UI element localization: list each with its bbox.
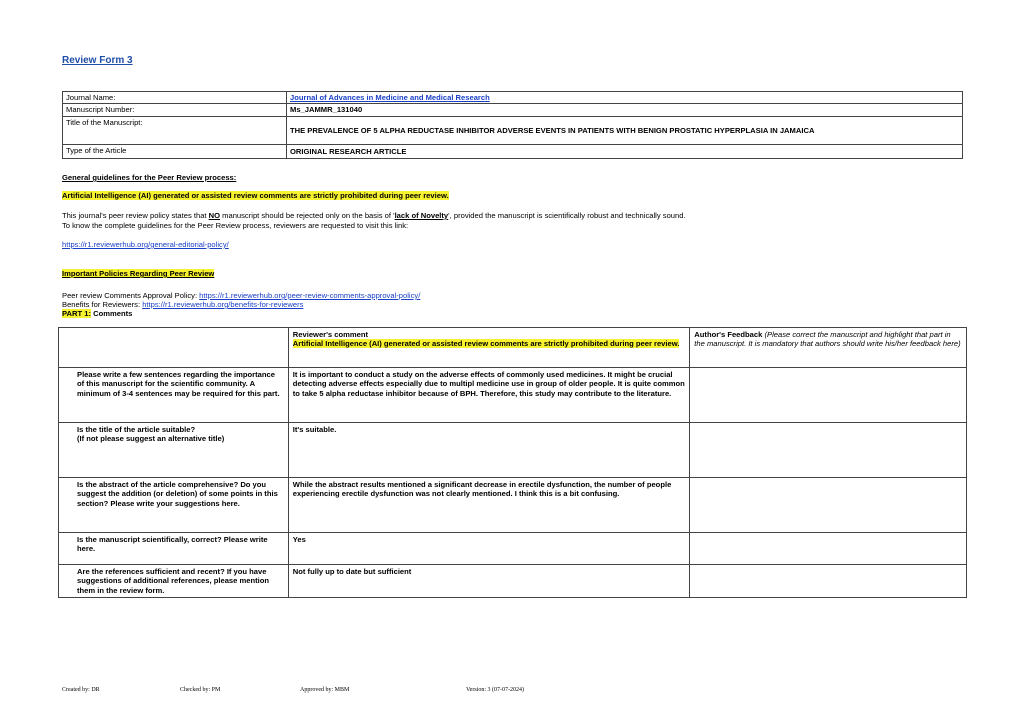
policies-heading-text: Important Policies Regarding Peer Review (62, 269, 215, 278)
header-comment-title: Reviewer's comment (292, 330, 369, 339)
comment-cell[interactable]: It is important to conduct a study on the adverse effects of commonly used medicines. It might be crucial detecting adverse effects especially due to multipl medicine use in group of older people. It is quite common to take 5 alpha reductase inhibitor because of BPH. Therefore, this study may contribute to the literature. (288, 368, 690, 423)
footer-version: Version: 3 (07-07-2024) (466, 687, 524, 693)
question-cell: Is the abstract of the article comprehensive? Do you suggest the addition (or deletion) of some points in this section? Please write your suggestions here. (59, 478, 289, 533)
policy-novelty: lack of Novelty (394, 211, 449, 220)
comment-cell[interactable]: While the abstract results mentioned a significant decrease in erectile dysfunction, the number of people experiencing erectile dysfunction was not clearly mentioned. I think this is a bit confusing. (288, 478, 690, 533)
editorial-policy-link[interactable]: https://r1.reviewerhub.org/general-editorial-policy/ (62, 240, 229, 249)
manuscript-info-table (62, 91, 963, 159)
article-type-row (63, 144, 963, 158)
part-label: PART 1: (62, 309, 91, 318)
form-title: Review Form 3 (62, 55, 133, 66)
feedback-cell[interactable] (690, 423, 967, 478)
question-cell: Please write a few sentences regarding the importance of this manuscript for the scientific community. A minimum of 3-4 sentences may be required for this part. (59, 368, 289, 423)
policy-pre: This journal's peer review policy states that (62, 211, 209, 220)
header-feedback-cell (690, 328, 967, 368)
feedback-cell[interactable] (690, 478, 967, 533)
ai-notice (62, 191, 449, 200)
article-type-value: ORIGINAL RESEARCH ARTICLE (287, 144, 963, 158)
ai-notice-text: Artificial Intelligence (AI) generated or assisted review comments are strictly prohibited during peer review. (62, 191, 449, 200)
benefits-link[interactable]: https://r1.reviewerhub.org/benefits-for-reviewers (142, 300, 304, 309)
policies-heading (62, 269, 214, 278)
policy-statement (62, 211, 686, 220)
journal-row (63, 92, 963, 104)
article-type-label: Type of the Article (63, 144, 287, 158)
footer-checked: Checked by: PM (180, 687, 221, 693)
comments-table (58, 327, 967, 598)
footer-created: Created by: DR (62, 687, 100, 693)
comment-cell[interactable]: Not fully up to date but sufficient (288, 565, 690, 598)
policy-mid: manuscript should be rejected only on the basis of ' (220, 211, 395, 220)
question-cell: Is the manuscript scientifically, correct? Please write here. (59, 533, 289, 565)
header-ai-notice: Artificial Intelligence (AI) generated or assisted review comments are strictly prohibited during peer review. (292, 339, 680, 349)
footer-approved: Approved by: MBM (300, 687, 350, 693)
feedback-cell[interactable] (690, 533, 967, 565)
journal-label: Journal Name: (63, 92, 287, 104)
comments-header-row (59, 328, 967, 368)
part-heading (62, 309, 132, 318)
approval-policy-label: Peer review Comments Approval Policy: (62, 291, 200, 300)
benefits-label: Benefits for Reviewers: (62, 300, 143, 309)
part-title: Comments (90, 309, 133, 318)
table-row (59, 368, 967, 423)
policy-post: ', provided the manuscript is scientifically robust and technically sound. (448, 211, 686, 220)
table-row (59, 423, 967, 478)
feedback-cell[interactable] (690, 368, 967, 423)
guidelines-visit-line: To know the complete guidelines for the Peer Review process, reviewers are requested to visit this link: (62, 221, 409, 230)
table-row (59, 478, 967, 533)
table-row (59, 533, 967, 565)
manuscript-number-value: Ms_JAMMR_131040 (287, 104, 963, 116)
journal-value-cell (287, 92, 963, 104)
title-value (287, 116, 963, 144)
title-label: Title of the Manuscript: (63, 116, 287, 144)
title-row (63, 116, 963, 144)
manuscript-number-label: Manuscript Number: (63, 104, 287, 116)
header-feedback-title: Author's Feedback (694, 330, 763, 339)
approval-policy-link[interactable]: https://r1.reviewerhub.org/peer-review-comments-approval-policy/ (199, 291, 421, 300)
editorial-policy-line (62, 240, 229, 249)
question-cell: Are the references sufficient and recent? If you have suggestions of additional references, please mention them in the review form. (59, 565, 289, 598)
question-cell: Is the title of the article suitable? (If not please suggest an alternative title) (59, 423, 289, 478)
manuscript-number-row (63, 104, 963, 116)
table-row (59, 565, 967, 598)
comment-cell[interactable]: It's suitable. (288, 423, 690, 478)
header-question-cell (59, 328, 289, 368)
guidelines-heading: General guidelines for the Peer Review process: (62, 173, 237, 182)
journal-link[interactable]: Journal of Advances in Medicine and Medical Research (290, 93, 490, 102)
header-comment-cell (288, 328, 690, 368)
header-feedback-note: (Please correct the manuscript and highlight that part in the manuscript. It is mandatory that authors should write his/her feedback here) (694, 330, 961, 349)
policy-no: NO (208, 211, 221, 220)
title-value-text: THE PREVALENCE OF 5 ALPHA REDUCTASE INHIBITOR ADVERSE EVENTS IN PATIENTS WITH BENIGN PROSTATIC HYPERPLASIA IN JAMAICA (290, 125, 815, 135)
comment-cell[interactable]: Yes (288, 533, 690, 565)
feedback-cell[interactable] (690, 565, 967, 598)
